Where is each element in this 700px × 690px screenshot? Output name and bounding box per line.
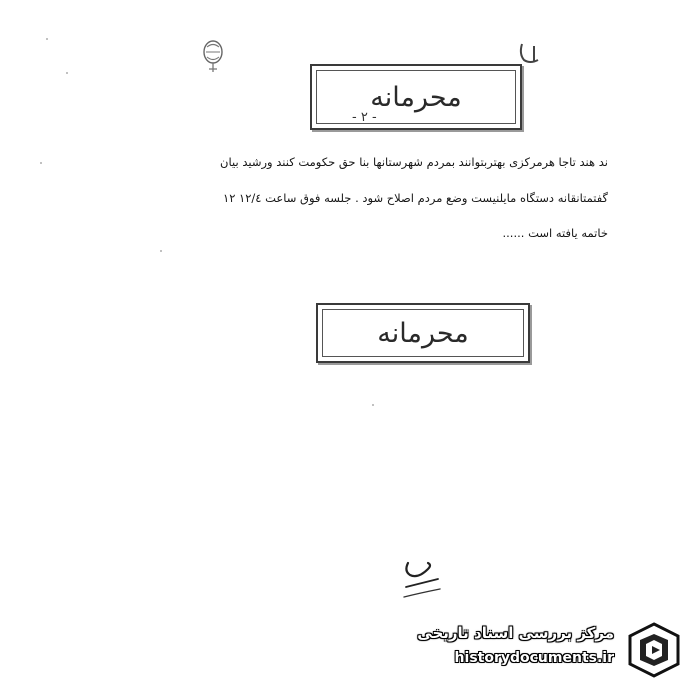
watermark-site: historydocuments.ir [454, 650, 614, 666]
body-text-line: خاتمه یافته است ...... [502, 226, 608, 240]
page-number: - ٢ - [352, 110, 377, 125]
scan-speck [46, 38, 48, 40]
body-text-line: ند هند تاجا هرمرکزی بهتربتوانند بمردم شهرستانها بنا حق حکومت کنند ورشید بیان [220, 155, 608, 169]
signature-icon [398, 553, 446, 601]
emblem-icon [198, 38, 228, 76]
scan-speck [40, 162, 42, 164]
body-text-line: گفتمتانقانه دستگاه مایلنیست وضع مردم اصلاح شود . جلسه فوق ساعت ١٢/٤ ١٢ [223, 191, 608, 205]
header-mark-icon [516, 40, 546, 66]
scan-speck [66, 72, 68, 74]
stamp-inner-border [322, 309, 524, 357]
watermark-title: مرکز بررسی اسناد تاریخی [417, 624, 614, 642]
stamp-inner-border [316, 70, 516, 124]
confidential-stamp-top [310, 64, 522, 130]
watermark [410, 618, 690, 686]
scan-speck [372, 404, 374, 406]
confidential-stamp-middle [316, 303, 530, 363]
stamp-label: محرمانه [377, 317, 469, 349]
scan-speck [160, 250, 162, 252]
archive-logo-icon [624, 620, 684, 680]
stamp-label: محرمانه [370, 81, 462, 113]
